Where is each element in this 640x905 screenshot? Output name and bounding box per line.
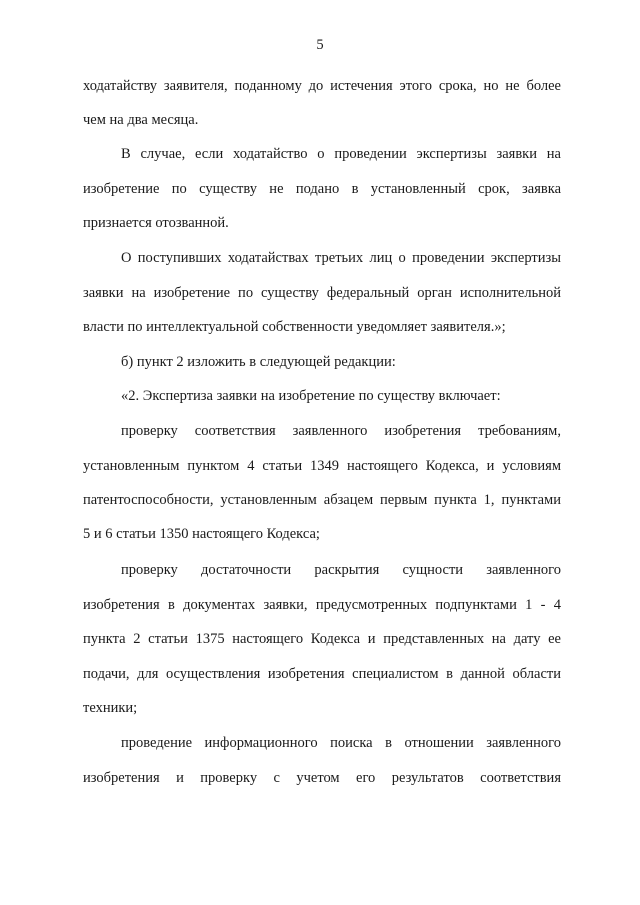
- page-number: 5: [316, 37, 324, 53]
- text-line: заявки на изобретение по существу федеральный орган исполнительной: [83, 285, 561, 301]
- text-line: техники;: [83, 700, 138, 716]
- text-line: 5 и 6 статьи 1350 настоящего Кодекса;: [83, 526, 320, 542]
- text-line: власти по интеллектуальной собственности уведомляет заявителя.»;: [83, 319, 506, 335]
- text-line: проведение информационного поиска в отношении заявленного: [121, 735, 561, 751]
- text-line: установленным пунктом 4 статьи 1349 настоящего Кодекса, и условиям: [83, 458, 561, 474]
- text-line: патентоспособности, установленным абзацем первым пункта 1, пунктами: [83, 492, 561, 508]
- text-line: «2. Экспертиза заявки на изобретение по существу включает:: [121, 388, 501, 404]
- text-line: б) пункт 2 изложить в следующей редакции:: [121, 354, 396, 370]
- text-line: проверку соответствия заявленного изобретения требованиям,: [121, 423, 561, 439]
- text-line: В случае, если ходатайство о проведении экспертизы заявки на: [121, 146, 561, 162]
- text-line: изобретения в документах заявки, предусмотренных подпунктами 1 - 4: [83, 597, 561, 613]
- text-line: признается отозванной.: [83, 215, 229, 231]
- text-line: ходатайству заявителя, поданному до истечения этого срока, но не более: [83, 78, 561, 94]
- text-line: проверку достаточности раскрытия сущности заявленного: [121, 562, 561, 578]
- text-line: чем на два месяца.: [83, 112, 199, 128]
- text-line: подачи, для осуществления изобретения специалистом в данной области: [83, 666, 561, 682]
- text-line: изобретение по существу не подано в установленный срок, заявка: [83, 181, 561, 197]
- text-line: изобретения и проверку с учетом его результатов соответствия: [83, 770, 561, 786]
- text-line: пункта 2 статьи 1375 настоящего Кодекса и представленных на дату ее: [83, 631, 561, 647]
- text-line: О поступивших ходатайствах третьих лиц о проведении экспертизы: [121, 250, 561, 266]
